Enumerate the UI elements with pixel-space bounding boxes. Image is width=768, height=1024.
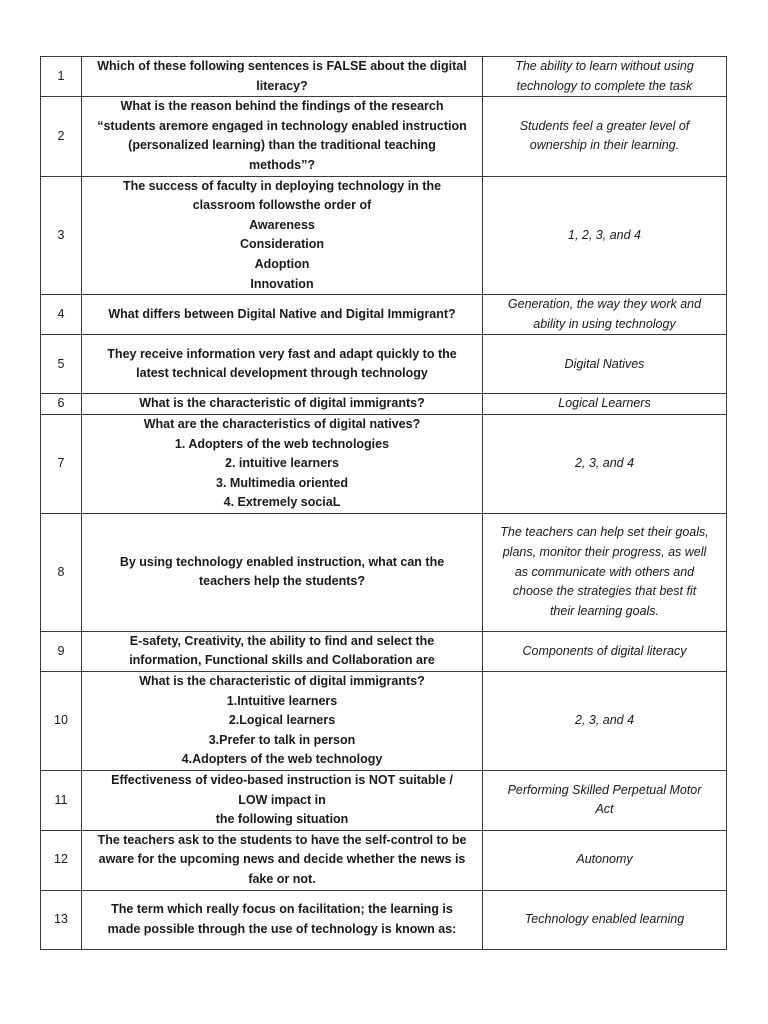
question-line: Innovation	[250, 276, 314, 291]
question-line: 3. Multimedia oriented	[216, 475, 348, 490]
question-line: teachers help the students?	[198, 574, 365, 589]
question-line: the following situation	[215, 812, 349, 827]
question-cell	[82, 890, 483, 949]
table-row	[41, 394, 727, 415]
question-line: The term which really focus on facilitation; the learning is	[111, 902, 453, 916]
table-row	[41, 414, 727, 513]
answer-cell	[483, 335, 727, 394]
answer-cell	[483, 890, 727, 949]
question-line: methods”?	[249, 157, 315, 172]
table-row	[41, 890, 727, 949]
question-line: fake or not.	[248, 872, 316, 886]
question-number: 4	[41, 295, 82, 335]
question-number: 2	[41, 97, 82, 176]
answer-line: technology to complete the task	[516, 78, 693, 93]
question-line: What are the characteristics of digital natives?	[143, 416, 421, 431]
question-line: made possible through the use of technology is known as:	[107, 921, 457, 936]
question-line: They receive information very fast and adapt quickly to the	[107, 346, 457, 361]
table-row	[41, 631, 727, 671]
question-line: aware for the upcoming news and decide whether the news is	[98, 852, 466, 867]
answer-cell	[483, 176, 727, 295]
question-line: The success of faculty in deploying technology in the	[122, 178, 442, 193]
question-cell	[82, 672, 483, 771]
answer-line: Act	[595, 802, 614, 817]
question-number: 12	[41, 830, 82, 890]
question-line: (personalized learning) than the traditional teaching	[128, 138, 436, 153]
answer-cell	[483, 513, 727, 631]
question-number: 7	[41, 414, 82, 513]
question-line: What differs between Digital Native and Digital Immigrant?	[108, 306, 456, 321]
question-line: E-safety, Creativity, the ability to find and select the	[129, 633, 435, 648]
question-line: Which of these following sentences is FALSE about the digital	[97, 59, 467, 73]
table-row	[41, 513, 727, 631]
question-line: Adoption	[254, 256, 310, 271]
answer-line: Technology enabled learning	[524, 911, 685, 926]
answer-line: 2, 3, and 4	[574, 456, 635, 471]
question-number: 10	[41, 672, 82, 771]
question-line: 4.Adopters of the web technology	[181, 752, 383, 767]
question-number: 1	[41, 57, 82, 97]
question-line: Effectiveness of video-based instruction is NOT suitable /	[111, 773, 453, 788]
question-cell	[82, 631, 483, 671]
question-number: 8	[41, 513, 82, 631]
question-line: The teachers ask to the students to have the self-control to be	[97, 832, 467, 847]
answer-cell	[483, 394, 727, 415]
question-line: Awareness	[249, 217, 315, 232]
answer-line: ability in using technology	[533, 316, 676, 331]
question-number: 13	[41, 890, 82, 949]
table-row	[41, 335, 727, 394]
question-line: classroom followsthe order of	[192, 198, 372, 213]
question-cell	[82, 414, 483, 513]
question-number: 11	[41, 771, 82, 831]
answer-line: Performing Skilled Perpetual Motor	[507, 782, 702, 797]
question-cell	[82, 771, 483, 831]
answer-cell	[483, 97, 727, 176]
question-line: information, Functional skills and Collaboration are	[129, 653, 435, 668]
answer-line: Generation, the way they work and	[507, 297, 702, 312]
answer-cell	[483, 295, 727, 335]
question-cell	[82, 57, 483, 97]
qa-table	[40, 56, 727, 950]
question-line: By using technology enabled instruction, what can the	[119, 554, 445, 569]
answer-line: Autonomy	[576, 852, 633, 867]
answer-line: Components of digital literacy	[522, 643, 687, 658]
answer-line: Digital Natives	[564, 356, 645, 371]
question-line: What is the characteristic of digital immigrants?	[139, 674, 425, 689]
answer-cell	[483, 414, 727, 513]
question-cell	[82, 97, 483, 176]
answer-cell	[483, 672, 727, 771]
qa-table-body	[41, 57, 727, 950]
table-row	[41, 57, 727, 97]
question-line: What is the characteristic of digital immigrants?	[139, 396, 425, 411]
answer-line: Students feel a greater level of	[519, 118, 690, 133]
question-cell	[82, 513, 483, 631]
question-line: Consideration	[239, 237, 325, 252]
table-row	[41, 295, 727, 335]
table-row	[41, 97, 727, 176]
question-line: 1.Intuitive learners	[226, 693, 338, 708]
question-line: latest technical development through technology	[136, 366, 428, 381]
answer-cell	[483, 771, 727, 831]
question-number: 3	[41, 176, 82, 295]
answer-cell	[483, 830, 727, 890]
question-line: literacy?	[256, 78, 308, 93]
answer-cell	[483, 57, 727, 97]
table-row	[41, 176, 727, 295]
answer-cell	[483, 631, 727, 671]
question-line: What is the reason behind the findings of the research	[120, 99, 444, 114]
question-line: “students aremore engaged in technology enabled instruction	[97, 118, 467, 133]
question-number: 9	[41, 631, 82, 671]
table-row	[41, 830, 727, 890]
question-number: 6	[41, 394, 82, 415]
answer-line: as communicate with others and	[514, 564, 695, 579]
answer-line: Logical Learners	[558, 396, 651, 411]
answer-line: 1, 2, 3, and 4	[568, 227, 641, 242]
question-line: 1. Adopters of the web technologies	[174, 436, 390, 451]
table-row	[41, 771, 727, 831]
question-line: LOW impact in	[238, 792, 326, 807]
question-line: 4. Extremely sociaL	[223, 495, 341, 510]
answer-line: their learning goals.	[549, 603, 660, 618]
question-line: 2.Logical learners	[228, 713, 336, 728]
answer-line: choose the strategies that best fit	[512, 584, 697, 599]
question-line: 2. intuitive learners	[225, 456, 339, 471]
answer-line: plans, monitor their progress, as well	[502, 544, 707, 559]
question-cell	[82, 830, 483, 890]
table-row	[41, 672, 727, 771]
question-line: 3.Prefer to talk in person	[208, 732, 356, 747]
question-cell	[82, 176, 483, 295]
question-cell	[82, 394, 483, 415]
answer-line: 2, 3, and 4	[574, 713, 635, 728]
question-cell	[82, 335, 483, 394]
answer-line: The ability to learn without using	[515, 59, 694, 73]
question-cell	[82, 295, 483, 335]
answer-line: ownership in their learning.	[529, 138, 680, 153]
answer-line: The teachers can help set their goals,	[500, 525, 709, 540]
question-number: 5	[41, 335, 82, 394]
